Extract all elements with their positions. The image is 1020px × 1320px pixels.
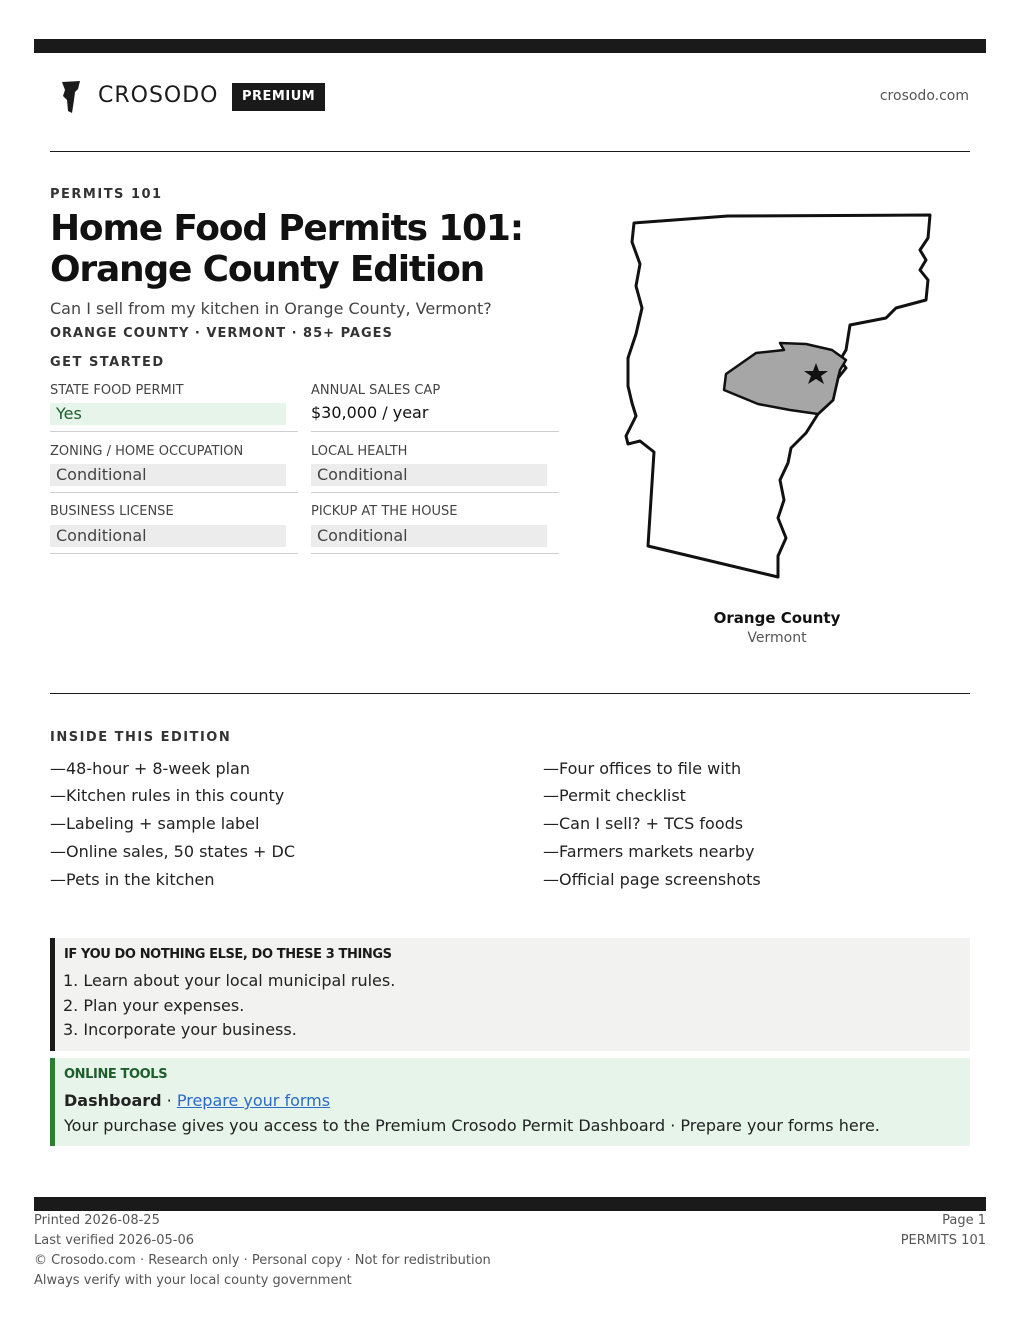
map-state-label: Vermont: [747, 630, 807, 646]
printed-date: Printed 2026-08-25: [34, 1213, 160, 1228]
prepare-forms-link[interactable]: Prepare your forms: [176, 1091, 331, 1110]
stat-value-sales-cap: $30,000 / year: [311, 403, 429, 422]
list-item: —Can I sell? + TCS foods: [543, 814, 744, 833]
callout-item: 1. Learn about your local municipal rules.: [63, 971, 396, 990]
copyright: © Crosodo.com · Research only · Personal copy · Not for redistribution: [34, 1253, 491, 1268]
list-item: —Labeling + sample label: [50, 814, 260, 833]
stat-divider: [50, 431, 298, 432]
list-item: —Official page screenshots: [543, 870, 761, 889]
stat-value-zoning: Conditional: [50, 464, 286, 486]
list-item: —Four offices to file with: [543, 759, 742, 778]
separator: ·: [161, 1091, 177, 1110]
vermont-logo-icon: [60, 80, 82, 114]
tools-links-line: [64, 1091, 330, 1110]
inside-heading: INSIDE THIS EDITION: [50, 730, 232, 745]
premium-badge: PREMIUM: [232, 83, 325, 111]
stat-label: ANNUAL SALES CAP: [311, 383, 441, 398]
header-divider: [50, 151, 970, 152]
footer-section: PERMITS 101: [900, 1233, 986, 1248]
stat-divider: [311, 553, 559, 554]
verify-note: Always verify with your local county government: [34, 1273, 352, 1288]
list-item: —48-hour + 8-week plan: [50, 759, 250, 778]
tools-heading: ONLINE TOOLS: [64, 1067, 168, 1082]
verified-date: Last verified 2026-05-06: [34, 1233, 194, 1248]
list-item: —Kitchen rules in this county: [50, 786, 285, 805]
stat-value-pickup: Conditional: [311, 525, 547, 547]
stat-divider: [311, 431, 559, 432]
map-county-label: Orange County: [713, 609, 841, 627]
brand-name: CROSODO: [98, 83, 219, 108]
top-three-callout: [50, 938, 970, 1051]
list-item: —Permit checklist: [543, 786, 686, 805]
section-divider: [50, 693, 970, 694]
list-item: —Online sales, 50 states + DC: [50, 842, 296, 861]
callout-item: 2. Plan your expenses.: [63, 996, 245, 1015]
stat-label: LOCAL HEALTH: [311, 444, 408, 459]
page-number: Page 1: [942, 1213, 986, 1228]
bottom-bar: [34, 1197, 986, 1211]
stat-value-local-health: Conditional: [311, 464, 547, 486]
vermont-map: [618, 208, 938, 586]
page-subtitle: Can I sell from my kitchen in Orange County, Vermont?: [50, 299, 492, 318]
callout-heading: IF YOU DO NOTHING ELSE, DO THESE 3 THINGS: [64, 947, 392, 962]
dashboard-label: Dashboard: [64, 1091, 162, 1110]
stat-divider: [50, 553, 298, 554]
page-title: Home Food Permits 101: Orange County Edition: [50, 208, 523, 290]
stat-divider: [50, 492, 298, 493]
stat-label: BUSINESS LICENSE: [50, 504, 174, 519]
list-item: —Farmers markets nearby: [543, 842, 755, 861]
get-started-heading: GET STARTED: [50, 355, 165, 370]
stat-divider: [311, 492, 559, 493]
stat-label: ZONING / HOME OCCUPATION: [50, 444, 244, 459]
stat-label: STATE FOOD PERMIT: [50, 383, 184, 398]
stat-value-state-food-permit: Yes: [50, 403, 286, 425]
list-item: —Pets in the kitchen: [50, 870, 215, 889]
stat-label: PICKUP AT THE HOUSE: [311, 504, 458, 519]
tools-body: Your purchase gives you access to the Premium Crosodo Permit Dashboard · Prepare your forms here.: [64, 1116, 880, 1135]
section-kicker: PERMITS 101: [50, 187, 163, 202]
stat-value-business-license: Conditional: [50, 525, 286, 547]
site-url[interactable]: crosodo.com: [879, 88, 969, 104]
top-bar: [34, 39, 986, 53]
edition-meta: ORANGE COUNTY · VERMONT · 85+ PAGES: [50, 326, 393, 341]
callout-item: 3. Incorporate your business.: [63, 1020, 297, 1039]
online-tools-callout: [50, 1058, 970, 1146]
